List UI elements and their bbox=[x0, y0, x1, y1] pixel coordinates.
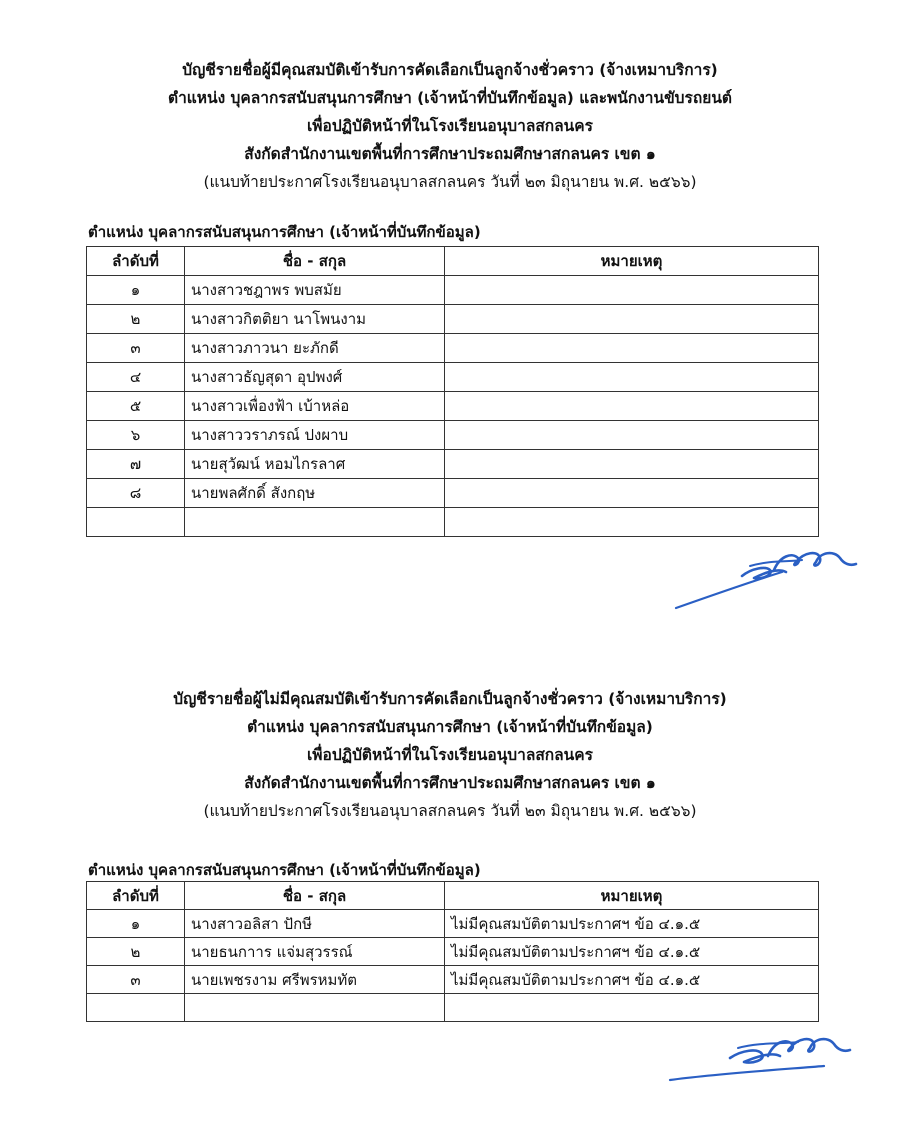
row-name: นางสาวชฎาพร พบสมัย bbox=[185, 276, 445, 305]
heading-line: ตำแหน่ง บุคลากรสนับสนุนการศึกษา (เจ้าหน้าที่บันทึกข้อมูล) bbox=[247, 718, 653, 736]
table-row bbox=[87, 479, 819, 508]
heading-line: สังกัดสำนักงานเขตพื้นที่การศึกษาประถมศึกษาสกลนคร เขต ๑ bbox=[244, 774, 656, 792]
row-name: นายธนกาาร แจ่มสุวรรณ์ bbox=[185, 938, 445, 966]
heading-line: เพื่อปฏิบัติหน้าที่ในโรงเรียนอนุบาลสกลนคร bbox=[307, 746, 593, 764]
row-remark bbox=[445, 421, 819, 450]
row-name: นายเพชรงาม ศรีพรหมทัต bbox=[185, 966, 445, 994]
table-row bbox=[87, 363, 819, 392]
heading-line: สังกัดสำนักงานเขตพื้นที่การศึกษาประถมศึกษาสกลนคร เขต ๑ bbox=[244, 145, 656, 163]
row-no: ๒ bbox=[87, 938, 185, 966]
table-row bbox=[87, 994, 819, 1022]
table-header-row bbox=[87, 882, 819, 910]
row-remark bbox=[445, 479, 819, 508]
row-name bbox=[185, 994, 445, 1022]
table-row bbox=[87, 392, 819, 421]
table-row bbox=[87, 276, 819, 305]
row-name: นางสาวเพื่องฟ้า เบ้าหล่อ bbox=[185, 392, 445, 421]
heading-note: (แนบท้ายประกาศโรงเรียนอนุบาลสกลนคร วันที่ ๒๓ มิถุนายน พ.ศ. ๒๕๖๖) bbox=[203, 802, 697, 820]
column-header-name: ชื่อ - สกุล bbox=[185, 882, 445, 910]
row-no: ๓ bbox=[87, 334, 185, 363]
row-no: ๗ bbox=[87, 450, 185, 479]
row-remark bbox=[445, 450, 819, 479]
row-remark bbox=[445, 305, 819, 334]
row-no: ๓ bbox=[87, 966, 185, 994]
table-row bbox=[87, 305, 819, 334]
row-remark: ไม่มีคุณสมบัติตามประกาศฯ ข้อ ๔.๑.๕ bbox=[445, 910, 819, 938]
row-remark bbox=[445, 392, 819, 421]
row-remark bbox=[445, 363, 819, 392]
row-no bbox=[87, 508, 185, 537]
row-remark bbox=[445, 334, 819, 363]
column-header-remark: หมายเหตุ bbox=[445, 882, 819, 910]
row-remark bbox=[445, 508, 819, 537]
heading-note: (แนบท้ายประกาศโรงเรียนอนุบาลสกลนคร วันที่ ๒๓ มิถุนายน พ.ศ. ๒๕๖๖) bbox=[203, 173, 697, 191]
qualified-table bbox=[86, 246, 819, 537]
unqualified-list-heading bbox=[0, 685, 900, 825]
row-no: ๘ bbox=[87, 479, 185, 508]
heading-line: ตำแหน่ง บุคลากรสนับสนุนการศึกษา (เจ้าหน้าที่บันทึกข้อมูล) และพนักงานขับรถยนต์ bbox=[168, 89, 732, 107]
row-no: ๕ bbox=[87, 392, 185, 421]
qualified-list-heading bbox=[0, 56, 900, 196]
signature-image bbox=[670, 538, 860, 613]
row-name: นางสาวอลิสา ปักษี bbox=[185, 910, 445, 938]
row-remark: ไม่มีคุณสมบัติตามประกาศฯ ข้อ ๔.๑.๕ bbox=[445, 938, 819, 966]
row-no: ๖ bbox=[87, 421, 185, 450]
row-remark bbox=[445, 994, 819, 1022]
column-header-remark: หมายเหตุ bbox=[445, 247, 819, 276]
table-row bbox=[87, 910, 819, 938]
heading-line: เพื่อปฏิบัติหน้าที่ในโรงเรียนอนุบาลสกลนคร bbox=[307, 117, 593, 135]
table-row bbox=[87, 421, 819, 450]
row-name: นายพลศักดิ์ สังกฤษ bbox=[185, 479, 445, 508]
table-row bbox=[87, 938, 819, 966]
row-name: นางสาวธัญสุดา อุปพงศ์ bbox=[185, 363, 445, 392]
row-name: นายสุวัฒน์ หอมไกรลาศ bbox=[185, 450, 445, 479]
table-row bbox=[87, 508, 819, 537]
row-no: ๑ bbox=[87, 910, 185, 938]
heading-line: บัญชีรายชื่อผู้ไม่มีคุณสมบัติเข้ารับการคัดเลือกเป็นลูกจ้างชั่วคราว (จ้างเหมาบริการ) bbox=[173, 690, 727, 708]
position-label: ตำแหน่ง บุคลากรสนับสนุนการศึกษา (เจ้าหน้าที่บันทึกข้อมูล) bbox=[88, 861, 481, 879]
unqualified-table bbox=[86, 881, 819, 1022]
row-no: ๒ bbox=[87, 305, 185, 334]
column-header-no: ลำดับที่ bbox=[87, 882, 185, 910]
row-remark bbox=[445, 276, 819, 305]
row-no: ๑ bbox=[87, 276, 185, 305]
signature-image bbox=[664, 1030, 854, 1085]
row-name: นางสาวภาวนา ยะภักดี bbox=[185, 334, 445, 363]
table-header-row bbox=[87, 247, 819, 276]
row-no: ๔ bbox=[87, 363, 185, 392]
row-name: นางสาวกิตติยา นาโพนงาม bbox=[185, 305, 445, 334]
row-no bbox=[87, 994, 185, 1022]
heading-line: บัญชีรายชื่อผู้มีคุณสมบัติเข้ารับการคัดเลือกเป็นลูกจ้างชั่วคราว (จ้างเหมาบริการ) bbox=[182, 61, 718, 79]
column-header-name: ชื่อ - สกุล bbox=[185, 247, 445, 276]
position-label: ตำแหน่ง บุคลากรสนับสนุนการศึกษา (เจ้าหน้าที่บันทึกข้อมูล) bbox=[88, 223, 481, 241]
table-row bbox=[87, 966, 819, 994]
row-name: นางสาววราภรณ์ ปงผาบ bbox=[185, 421, 445, 450]
table-row bbox=[87, 334, 819, 363]
column-header-no: ลำดับที่ bbox=[87, 247, 185, 276]
row-name bbox=[185, 508, 445, 537]
table-row bbox=[87, 450, 819, 479]
row-remark: ไม่มีคุณสมบัติตามประกาศฯ ข้อ ๔.๑.๕ bbox=[445, 966, 819, 994]
